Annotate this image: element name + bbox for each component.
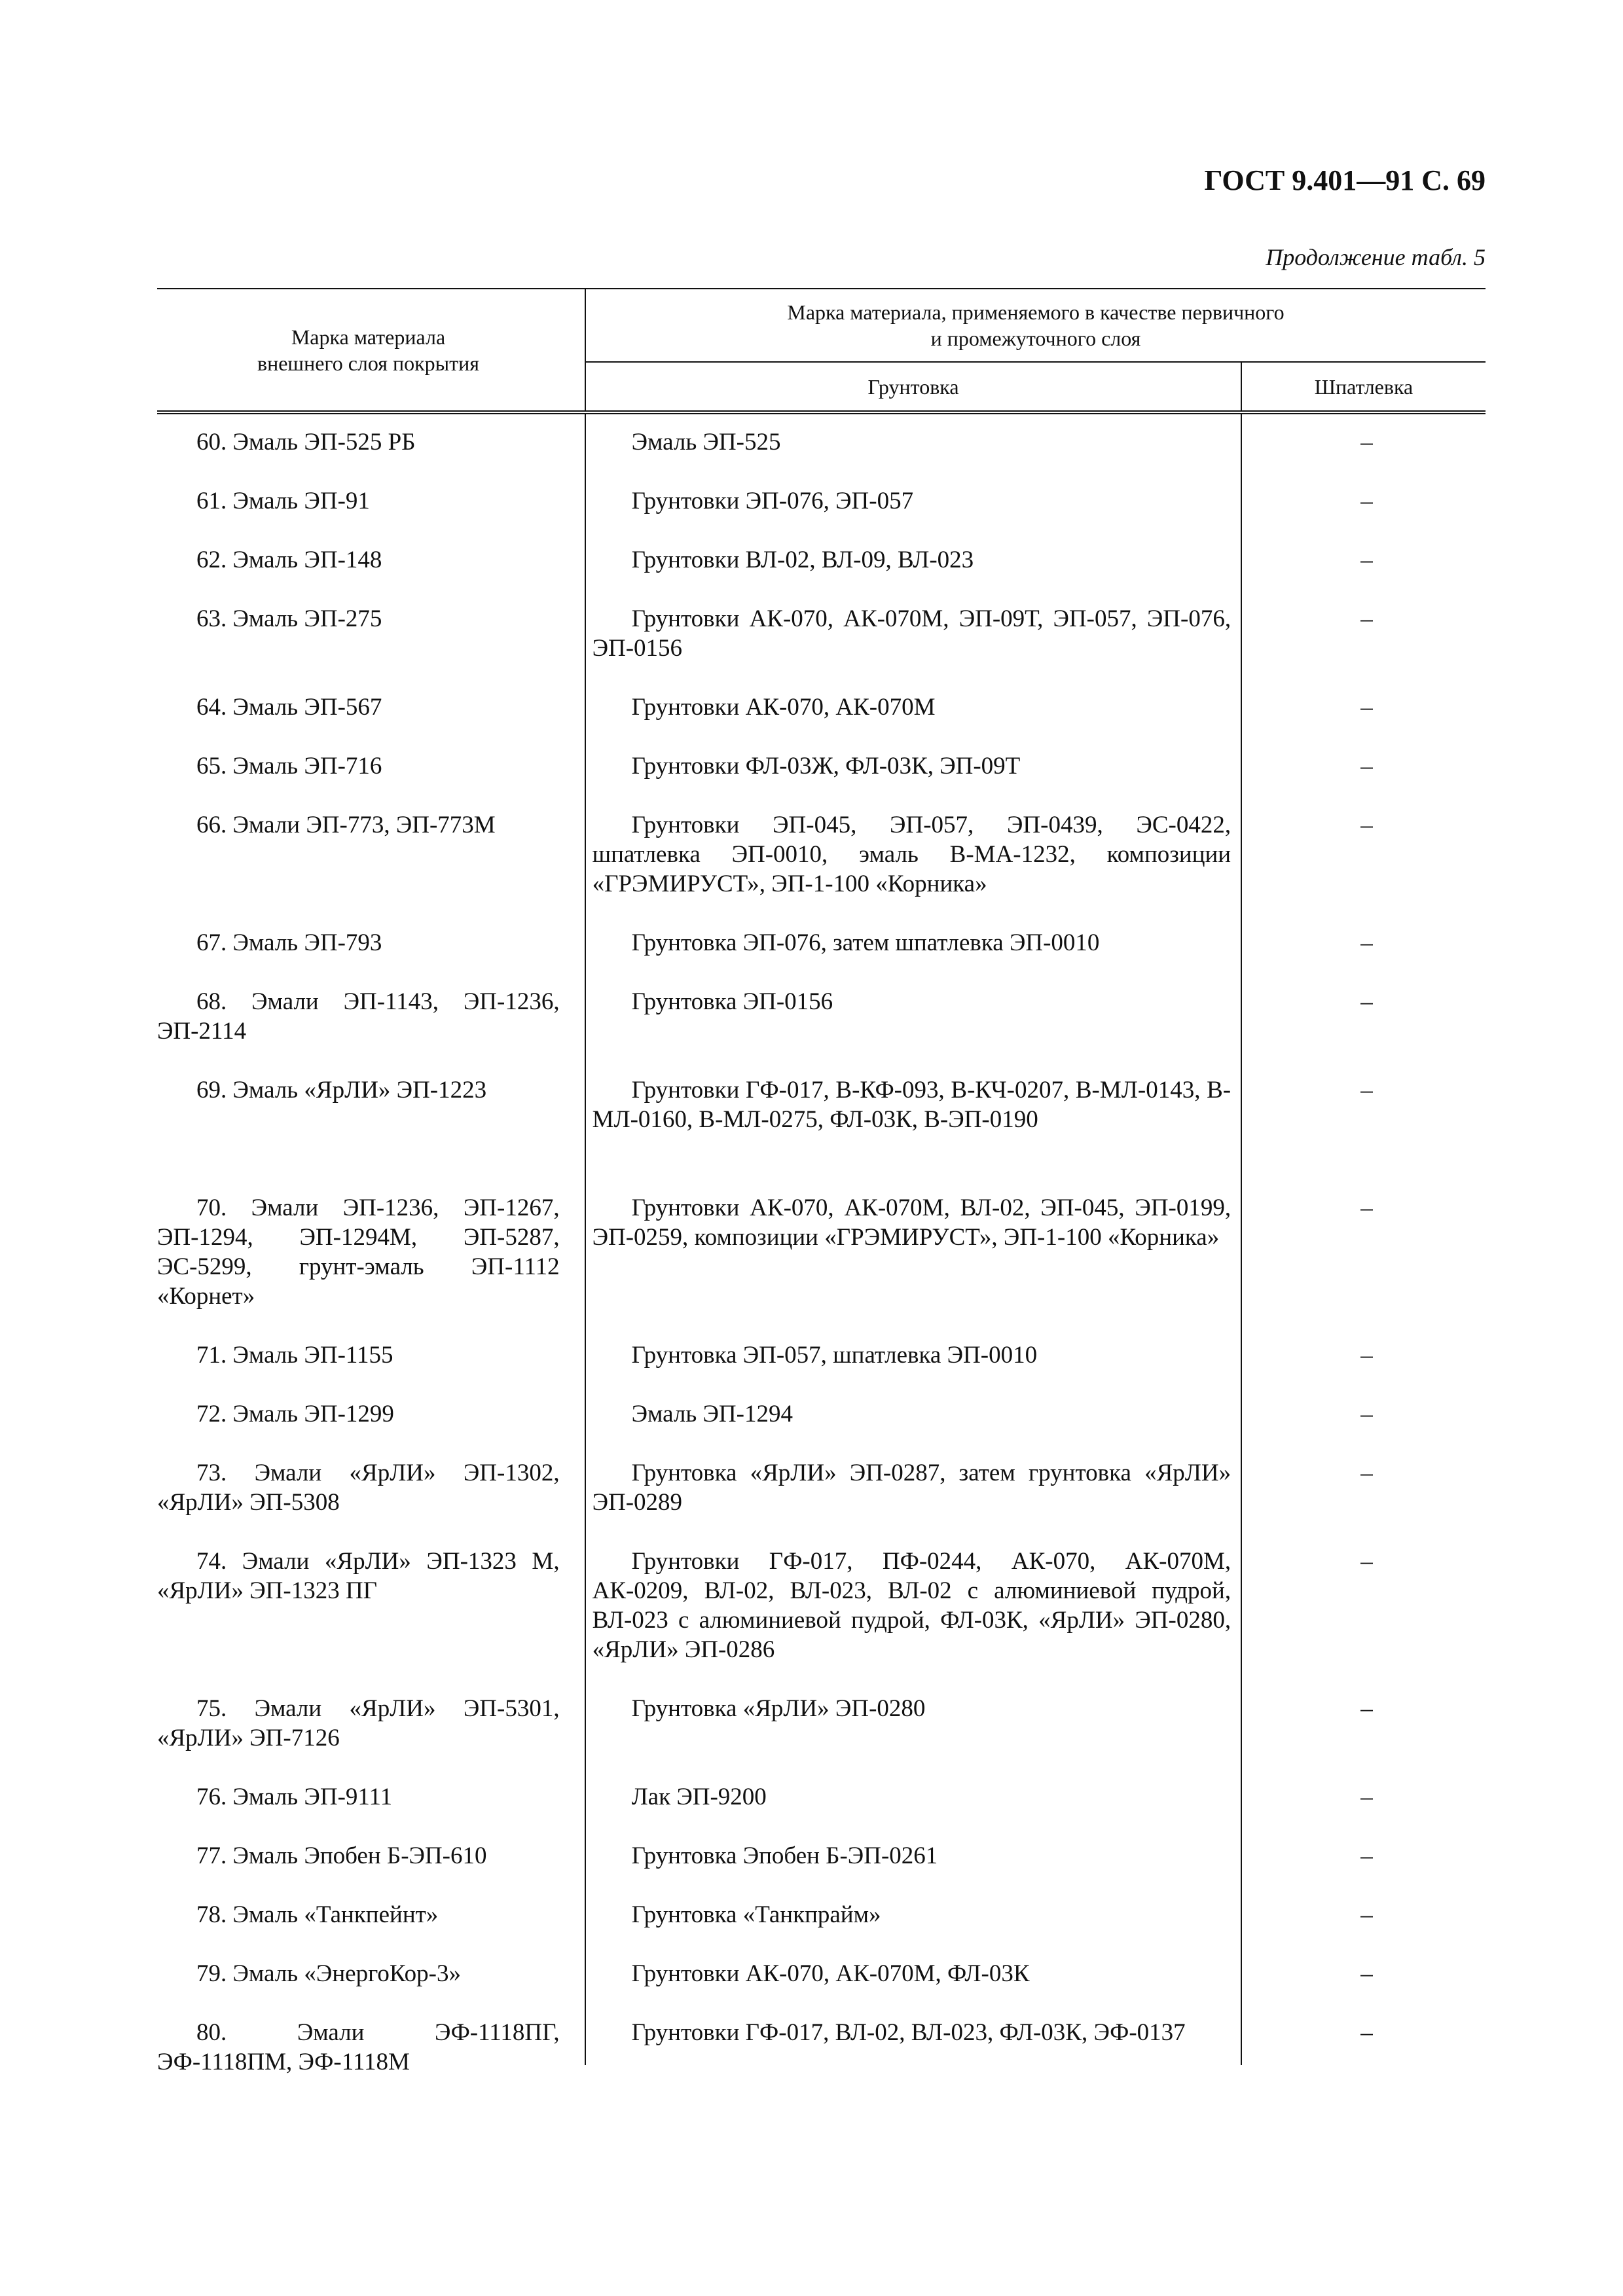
table-row [157, 591, 1486, 679]
body-divider-2 [1241, 414, 1242, 2065]
cell-primer: Эмаль ЭП-525 [631, 429, 781, 456]
cell-putty: – [1360, 547, 1373, 573]
table-row [157, 1946, 1486, 2005]
cell-primer: Грунтовка «ЯрЛИ» ЭП-0287, затем грунтовка «ЯрЛИ» ЭП-0289 [592, 1460, 1231, 1516]
cell-primer: Грунтовка «ЯрЛИ» ЭП-0280 [631, 1695, 926, 1722]
cell-primer: Грунтовка Эпобен Б-ЭП-0261 [631, 1842, 938, 1869]
cell-outer-layer: 66. Эмали ЭП-773, ЭП-773М [196, 812, 496, 838]
table-row [157, 738, 1486, 797]
table-row [157, 532, 1486, 591]
cell-primer: Грунтовки ЭП-076, ЭП-057 [631, 488, 914, 514]
cell-outer-layer: 71. Эмаль ЭП-1155 [196, 1342, 393, 1369]
cell-putty: – [1360, 988, 1373, 1015]
cell-outer-layer: 64. Эмаль ЭП-567 [196, 694, 382, 721]
cell-putty: – [1360, 694, 1373, 721]
cell-outer-layer: 62. Эмаль ЭП-148 [196, 547, 382, 573]
table-row [157, 915, 1486, 974]
cell-outer-layer: 70. Эмали ЭП-1236, ЭП-1267, ЭП-1294, ЭП-1294М, ЭП-5287, ЭС-5299, грунт-эмаль ЭП-1112 «Корнет» [157, 1194, 560, 1310]
header-outer-layer [157, 289, 579, 410]
table-row [157, 1534, 1486, 1681]
header-primer: Грунтовка [867, 374, 959, 399]
header-outer-line-1: Марка материала [291, 325, 446, 349]
table-row [157, 1828, 1486, 1887]
cell-primer: Грунтовка ЭП-0156 [631, 988, 833, 1015]
table-row [157, 1769, 1486, 1828]
table-row [157, 1887, 1486, 1946]
table-body [157, 414, 1486, 2075]
cell-putty: – [1360, 429, 1373, 456]
table-row [157, 1445, 1486, 1534]
cell-putty: – [1360, 1460, 1373, 1486]
cell-outer-layer: 72. Эмаль ЭП-1299 [196, 1401, 394, 1427]
cell-primer: Грунтовки ВЛ-02, ВЛ-09, ВЛ-023 [631, 547, 974, 573]
cell-primer: Грунтовка «Танкпрайм» [631, 1901, 881, 1928]
table-row [157, 974, 1486, 1062]
cell-outer-layer: 76. Эмаль ЭП-9111 [196, 1784, 393, 1810]
cell-outer-layer: 79. Эмаль «ЭнергоКор-3» [196, 1960, 461, 1987]
cell-putty: – [1360, 1901, 1373, 1928]
table-row [157, 2005, 1486, 2075]
table-row [157, 1062, 1486, 1180]
cell-putty: – [1360, 1842, 1373, 1869]
table-row [157, 679, 1486, 738]
table-row [157, 1180, 1486, 1327]
cell-primer: Грунтовки ГФ-017, ВЛ-02, ВЛ-023, ФЛ-03К, ЭФ-0137 [631, 2019, 1186, 2046]
cell-putty: – [1360, 488, 1373, 514]
header-outer-line-2: внешнего слоя покрытия [257, 351, 479, 375]
cell-outer-layer: 63. Эмаль ЭП-275 [196, 605, 382, 632]
cell-outer-layer: 60. Эмаль ЭП-525 РБ [196, 429, 416, 456]
cell-putty: – [1360, 1960, 1373, 1987]
cell-outer-layer: 77. Эмаль Эпобен Б-ЭП-610 [196, 1842, 487, 1869]
cell-primer: Лак ЭП-9200 [631, 1784, 767, 1810]
table-header [157, 288, 1486, 414]
cell-putty: – [1360, 1342, 1373, 1369]
header-putty: Шпатлевка [1314, 374, 1413, 399]
table-row [157, 1327, 1486, 1386]
header-primary-line-1: Марка материала, применяемого в качестве первичного [787, 300, 1285, 324]
cell-outer-layer: 65. Эмаль ЭП-716 [196, 753, 382, 780]
cell-outer-layer: 78. Эмаль «Танкпейнт» [196, 1901, 439, 1928]
cell-putty: – [1360, 2019, 1373, 2046]
cell-primer: Грунтовки ЭП-045, ЭП-057, ЭП-0439, ЭС-0422, шпатлевка ЭП-0010, эмаль В-МА-1232, композиции «ГРЭМИРУСТ», ЭП-1-100 «Корника» [592, 812, 1231, 897]
cell-outer-layer: 73. Эмали «ЯрЛИ» ЭП-1302, «ЯрЛИ» ЭП-5308 [157, 1460, 560, 1516]
cell-putty: – [1360, 812, 1373, 838]
cell-outer-layer: 61. Эмаль ЭП-91 [196, 488, 370, 514]
cell-outer-layer: 68. Эмали ЭП-1143, ЭП-1236, ЭП-2114 [157, 988, 560, 1045]
cell-primer: Грунтовки АК-070, АК-070М, ФЛ-03К [631, 1960, 1030, 1987]
table-row [157, 1681, 1486, 1769]
page-header: ГОСТ 9.401—91 С. 69 [1204, 164, 1486, 196]
cell-primer: Грунтовки ГФ-017, В-КФ-093, В-КЧ-0207, В-МЛ-0143, В-МЛ-0160, В-МЛ-0275, ФЛ-03К, В-ЭП-0190 [592, 1077, 1231, 1133]
cell-primer: Грунтовки АК-070, АК-070М, ВЛ-02, ЭП-045, ЭП-0199, ЭП-0259, композиции «ГРЭМИРУСТ», ЭП-1-100 «Корника» [592, 1194, 1231, 1251]
cell-putty: – [1360, 1077, 1373, 1103]
table-row [157, 1386, 1486, 1445]
cell-primer: Грунтовка ЭП-057, шпатлевка ЭП-0010 [631, 1342, 1038, 1369]
cell-putty: – [1360, 753, 1373, 780]
table-row [157, 797, 1486, 915]
table-row [157, 414, 1486, 473]
cell-putty: – [1360, 1548, 1373, 1575]
cell-primer: Грунтовки ГФ-017, ПФ-0244, АК-070, АК-070М, АК-0209, ВЛ-02, ВЛ-023, ВЛ-02 с алюминиевой пудрой, ВЛ-023 с алюминиевой пудрой, ФЛ-03К, «ЯрЛИ» ЭП-0280, «ЯрЛИ» ЭП-0286 [592, 1548, 1231, 1663]
table-continuation-caption: Продолжение табл. 5 [1266, 244, 1486, 270]
cell-primer: Эмаль ЭП-1294 [631, 1401, 793, 1427]
header-primary-line-2: и промежуточного слоя [930, 327, 1141, 350]
cell-putty: – [1360, 1401, 1373, 1427]
cell-putty: – [1360, 1695, 1373, 1722]
cell-outer-layer: 69. Эмаль «ЯрЛИ» ЭП-1223 [196, 1077, 487, 1103]
body-divider-1 [585, 414, 586, 2065]
cell-putty: – [1360, 1784, 1373, 1810]
cell-outer-layer: 67. Эмаль ЭП-793 [196, 929, 382, 956]
cell-primer: Грунтовки АК-070, АК-070М [631, 694, 936, 721]
cell-putty: – [1360, 929, 1373, 956]
materials-table [157, 288, 1486, 2075]
cell-putty: – [1360, 605, 1373, 632]
cell-outer-layer: 74. Эмали «ЯрЛИ» ЭП-1323 М, «ЯрЛИ» ЭП-1323 ПГ [157, 1548, 560, 1604]
cell-outer-layer: 80. Эмали ЭФ-1118ПГ, ЭФ-1118ПМ, ЭФ-1118М [157, 2019, 560, 2075]
table-row [157, 473, 1486, 532]
cell-putty: – [1360, 1194, 1373, 1221]
cell-primer: Грунтовки ФЛ-03Ж, ФЛ-03К, ЭП-09Т [631, 753, 1021, 780]
header-primary-layer [586, 289, 1486, 363]
cell-primer: Грунтовки АК-070, АК-070М, ЭП-09Т, ЭП-057, ЭП-076, ЭП-0156 [592, 605, 1231, 662]
cell-outer-layer: 75. Эмали «ЯрЛИ» ЭП-5301, «ЯрЛИ» ЭП-7126 [157, 1695, 560, 1751]
cell-primer: Грунтовка ЭП-076, затем шпатлевка ЭП-0010 [631, 929, 1100, 956]
